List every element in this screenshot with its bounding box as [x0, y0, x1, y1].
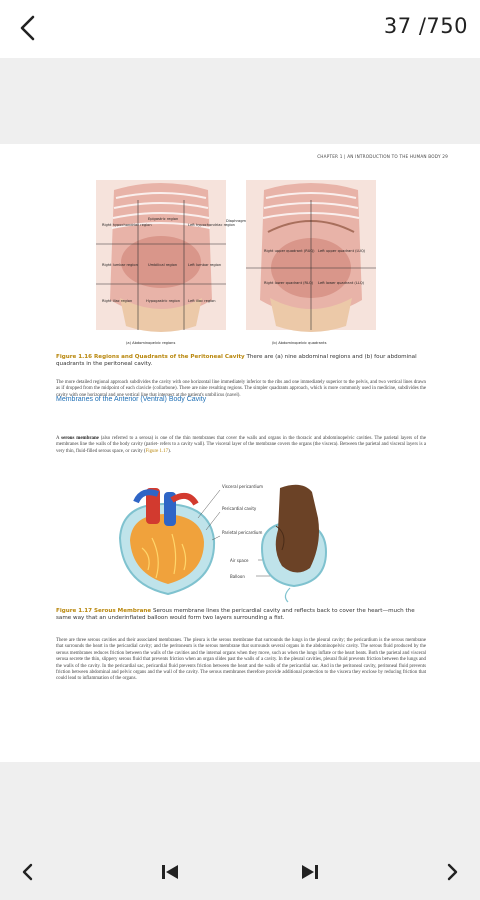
label-a: (a) Abdominopelvic regions	[126, 341, 176, 345]
torso-quadrants	[246, 180, 376, 332]
label-b: (b) Abdominopelvic quadrants	[272, 341, 327, 345]
para2-start: A	[56, 436, 62, 441]
paragraph-regions: The more detailed regional approach subdivides the cavity with one horizontal line immediately inferior to the ribs and one immediately superior to the pelvis, and two vertical lines drawn as if dropped from the midpoint of each clavicle (collarbone). There are nine resulting regions. The simpler quadrants approach, which is more commonly used in medicine, subdivides the cavity with one horizontal and one vertical line that intersect at the patient's umbilicus (navel).	[56, 380, 426, 398]
figure-1-16-illustration	[96, 180, 386, 350]
figure-1-17-caption	[56, 608, 426, 622]
label-right-lumbar: Right lumbar region	[102, 263, 138, 267]
label-air-space: Air space	[230, 558, 249, 563]
paragraph-serous-cavities: There are three serous cavities and their associated membranes. The pleura is the serous membrane that surrounds the lungs in the pleural cavity; the pericardium is the serous membrane that surrounds the heart in the pericardial cavity; and the peritoneum is the serous membrane that surrounds several organs in the abdominopelvic cavity. The serous fluid produced by the serous membranes reduces friction between the walls of the cavities and the internal organs when they move, such as when the lungs inflate or the heart beats. Both the parietal and visceral serosa secrete the thin, slippery serous fluid that prevents friction when an organ slides past the walls of a cavity. In the pleural cavities, pleural fluid prevents friction between the lungs and the walls of the cavity. In the pericardial sac, pericardial fluid prevents friction between the heart and the walls of the pericardial sac. And in the peritoneal cavity, peritoneal fluid prevents friction between abdominal and pelvic organs and the wall of the cavity. The serous membranes therefore provide additional protection to the viscera they enclose by reducing friction that could lead to inflammation of the organs.	[56, 638, 426, 682]
label-pericardial-cavity: Pericardial cavity	[222, 506, 257, 511]
figure-1-17-link[interactable]: Figure 1.17	[145, 448, 169, 454]
figure-regions-quadrants	[96, 180, 386, 350]
running-head: CHAPTER 1 | AN INTRODUCTION TO THE HUMAN BODY 29	[317, 154, 448, 159]
figure-1-16-label: Figure 1.16 Regions and Quadrants of the Peritoneal Cavity	[56, 354, 245, 360]
first-page-button[interactable]	[154, 856, 186, 888]
figure-1-17-text: Serous membrane lines the pericardial cavity and reflects back to cover the heart—much the same way that an underinflated balloon would form two layers surrounding a fist.	[56, 608, 415, 621]
label-left-iliac: Left iliac region	[188, 299, 216, 303]
chevron-left-icon	[21, 863, 35, 881]
term-serous-membrane: serous membrane	[61, 436, 99, 441]
figure-1-16-caption	[56, 354, 426, 368]
skip-to-end-icon	[300, 863, 320, 881]
chevron-right-icon	[445, 863, 459, 881]
label-parietal: Parietal pericardium	[222, 530, 263, 535]
label-balloon: Balloon	[230, 574, 245, 579]
torso-regions	[96, 180, 226, 332]
document-page[interactable]	[0, 144, 480, 762]
figure-1-17-illustration	[112, 478, 382, 604]
section-heading: Membranes of the Anterior (Ventral) Body Cavity	[56, 396, 207, 403]
label-right-iliac: Right iliac region	[102, 299, 133, 303]
figure-1-17-label: Figure 1.17 Serous Membrane	[56, 608, 152, 614]
figure-1-16-text: There are (a) nine abdominal regions and (b) four abdominal quadrants in the peritoneal cavity.	[56, 354, 417, 367]
para2-body: (also referred to a serosa) is one of the thin membranes that cover the walls and organs in the thoracic and abdominopelvic cavities. The parietal layers of the membranes line the walls of the body cavity (pariet- refers to a cavity wall). The visceral layer of the membrane covers the organs (the viscera). Between the parietal and visceral layers is a very thin, fluid-filled serous space, or cavity (	[56, 436, 426, 454]
para2-end: ).	[168, 448, 171, 454]
paragraph-serous-membrane	[56, 436, 426, 455]
label-rlq: Right lower quadrant (RLQ)	[264, 281, 314, 285]
label-left-hypo: Left hypochondriac region	[188, 223, 235, 227]
label-llq: Left lower quadrant (LLQ)	[318, 281, 365, 285]
total-pages: /750	[418, 14, 468, 38]
label-right-hypo: Right hypochondriac region	[102, 223, 152, 227]
label-diaphragm: Diaphragm	[226, 219, 246, 223]
label-umbilical: Umbilical region	[148, 263, 178, 267]
fist-balloon-illustration	[262, 485, 326, 602]
current-page: 37	[383, 14, 412, 38]
back-button[interactable]	[10, 10, 46, 46]
skip-to-start-icon	[160, 863, 180, 881]
top-bar	[0, 0, 480, 58]
page-counter	[384, 14, 468, 38]
heart-illustration	[120, 488, 214, 594]
figure-serous-membrane	[112, 478, 382, 604]
label-epigastric: Epigastric region	[148, 217, 179, 221]
prev-page-button[interactable]	[12, 856, 44, 888]
label-luq: Left upper quadrant (LUQ)	[318, 249, 366, 253]
last-page-button[interactable]	[294, 856, 326, 888]
chevron-left-icon	[18, 15, 38, 41]
label-ruq: Right upper quadrant (RUQ)	[264, 249, 315, 253]
bottom-navigation	[0, 840, 480, 900]
page-margin-top	[0, 58, 480, 144]
next-page-button[interactable]	[436, 856, 468, 888]
label-hypogastric: Hypogastric region	[146, 299, 181, 303]
label-visceral: Visceral pericardium	[222, 484, 264, 489]
label-left-lumbar: Left lumbar region	[188, 263, 222, 267]
